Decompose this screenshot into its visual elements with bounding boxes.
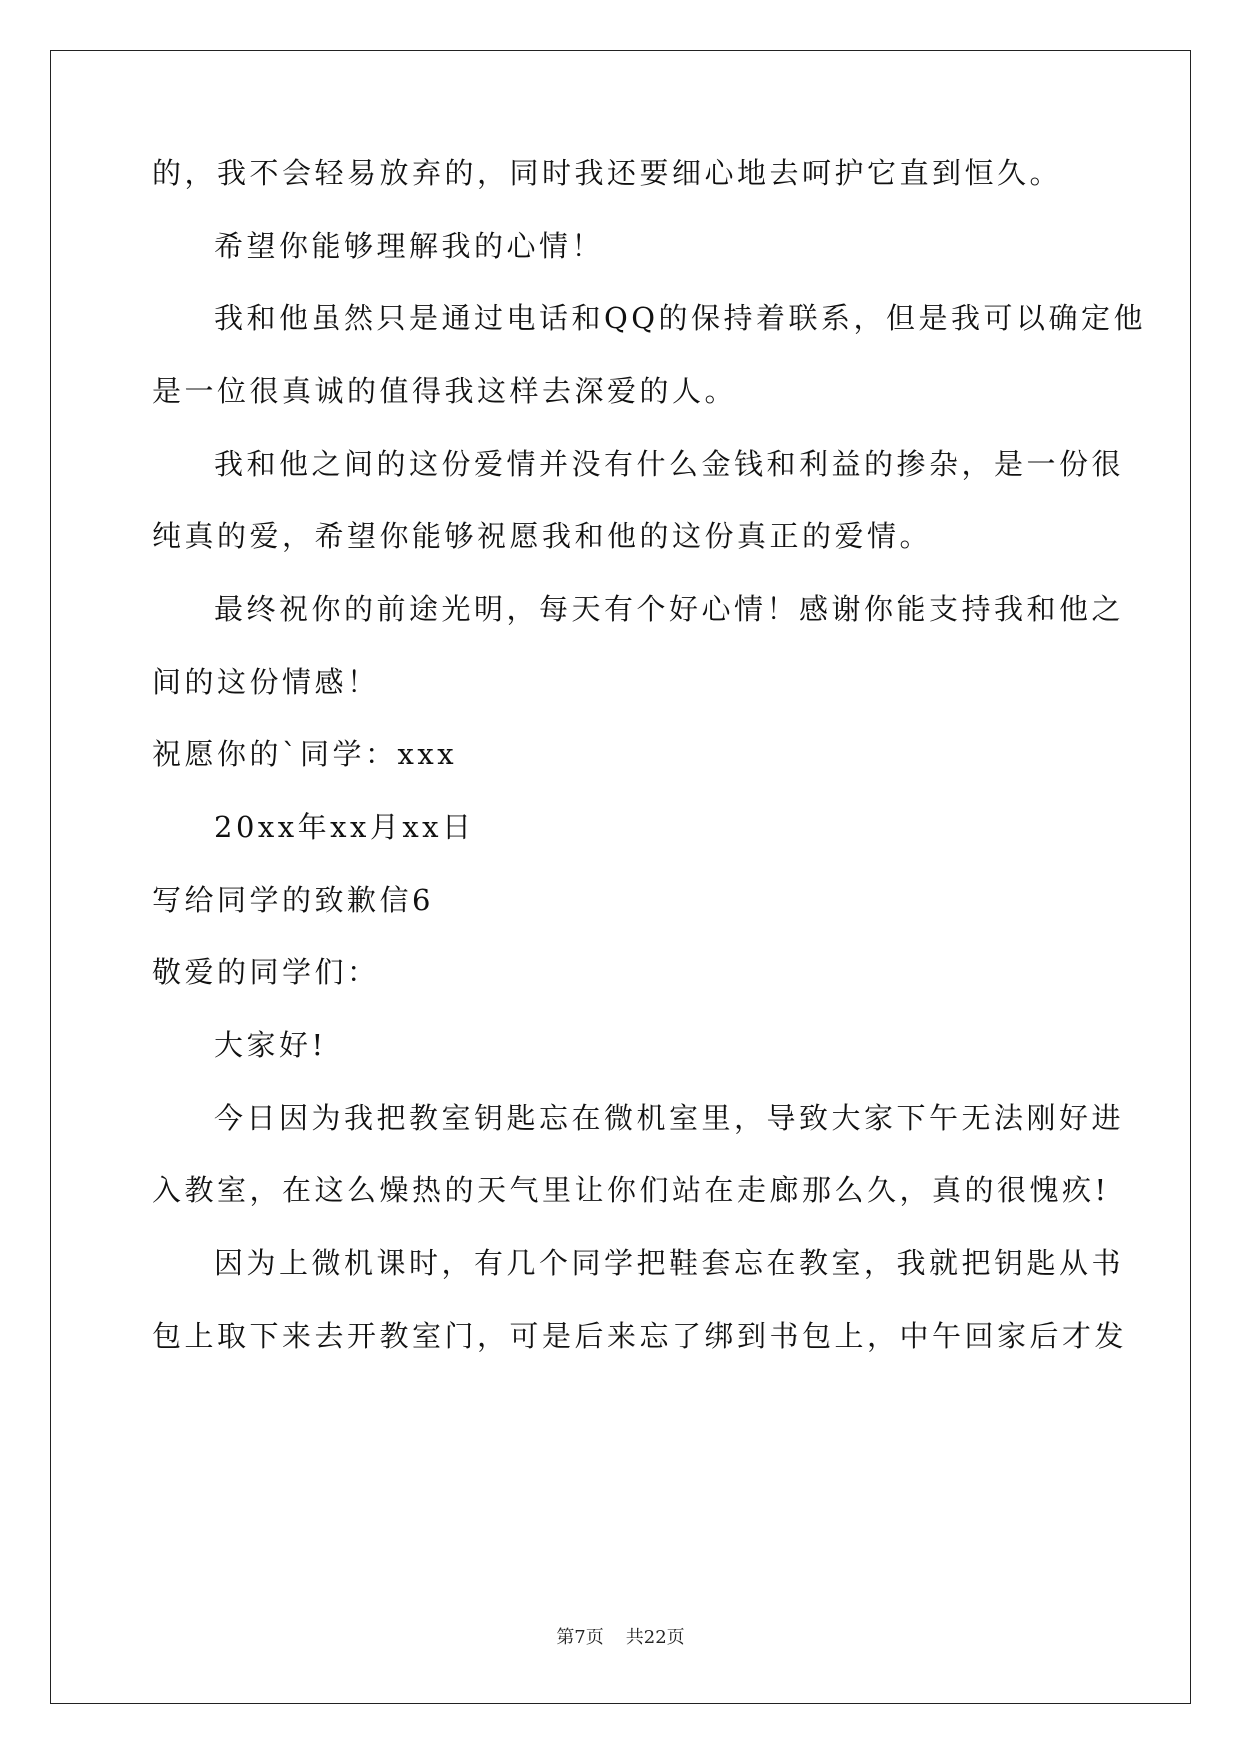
text-line: 包上取下来去开教室门，可是后来忘了绑到书包上，中午回家后才发	[152, 1319, 1128, 1353]
date-line: 20xx年xx月xx日	[214, 810, 475, 844]
text-line: 我和他虽然只是通过电话和QQ的保持着联系，但是我可以确定他	[214, 301, 1147, 335]
text-line: 的，我不会轻易放弃的，同时我还要细心地去呵护它直到恒久。	[152, 156, 1063, 190]
text-line: 是一位很真诚的值得我这样去深爱的人。	[152, 374, 738, 408]
text-line: 因为上微机课时，有几个同学把鞋套忘在教室，我就把钥匙从书	[214, 1246, 1125, 1280]
text-line: 希望你能够理解我的心情！	[214, 229, 605, 263]
page-number: 第7页	[556, 1627, 604, 1648]
page-total: 共22页	[625, 1627, 685, 1648]
text-line: 间的这份情感！	[152, 665, 380, 699]
text-line: 入教室，在这么燥热的天气里让你们站在走廊那么久，真的很愧疚!	[152, 1173, 1110, 1207]
salutation: 敬爱的同学们：	[152, 955, 380, 989]
text-line: 我和他之间的这份爱情并没有什么金钱和利益的掺杂，是一份很	[214, 447, 1125, 481]
text-line: 纯真的爱，希望你能够祝愿我和他的这份真正的爱情。	[152, 519, 933, 553]
signature-line: 祝愿你的`同学：xxx	[152, 737, 458, 771]
section-heading: 写给同学的致歉信6	[152, 883, 434, 917]
text-line: 今日因为我把教室钥匙忘在微机室里，导致大家下午无法刚好进	[214, 1101, 1125, 1135]
text-line: 最终祝你的前途光明，每天有个好心情！感谢你能支持我和他之	[214, 592, 1125, 626]
page-footer	[0, 1626, 1241, 1650]
greeting: 大家好!	[214, 1028, 327, 1062]
